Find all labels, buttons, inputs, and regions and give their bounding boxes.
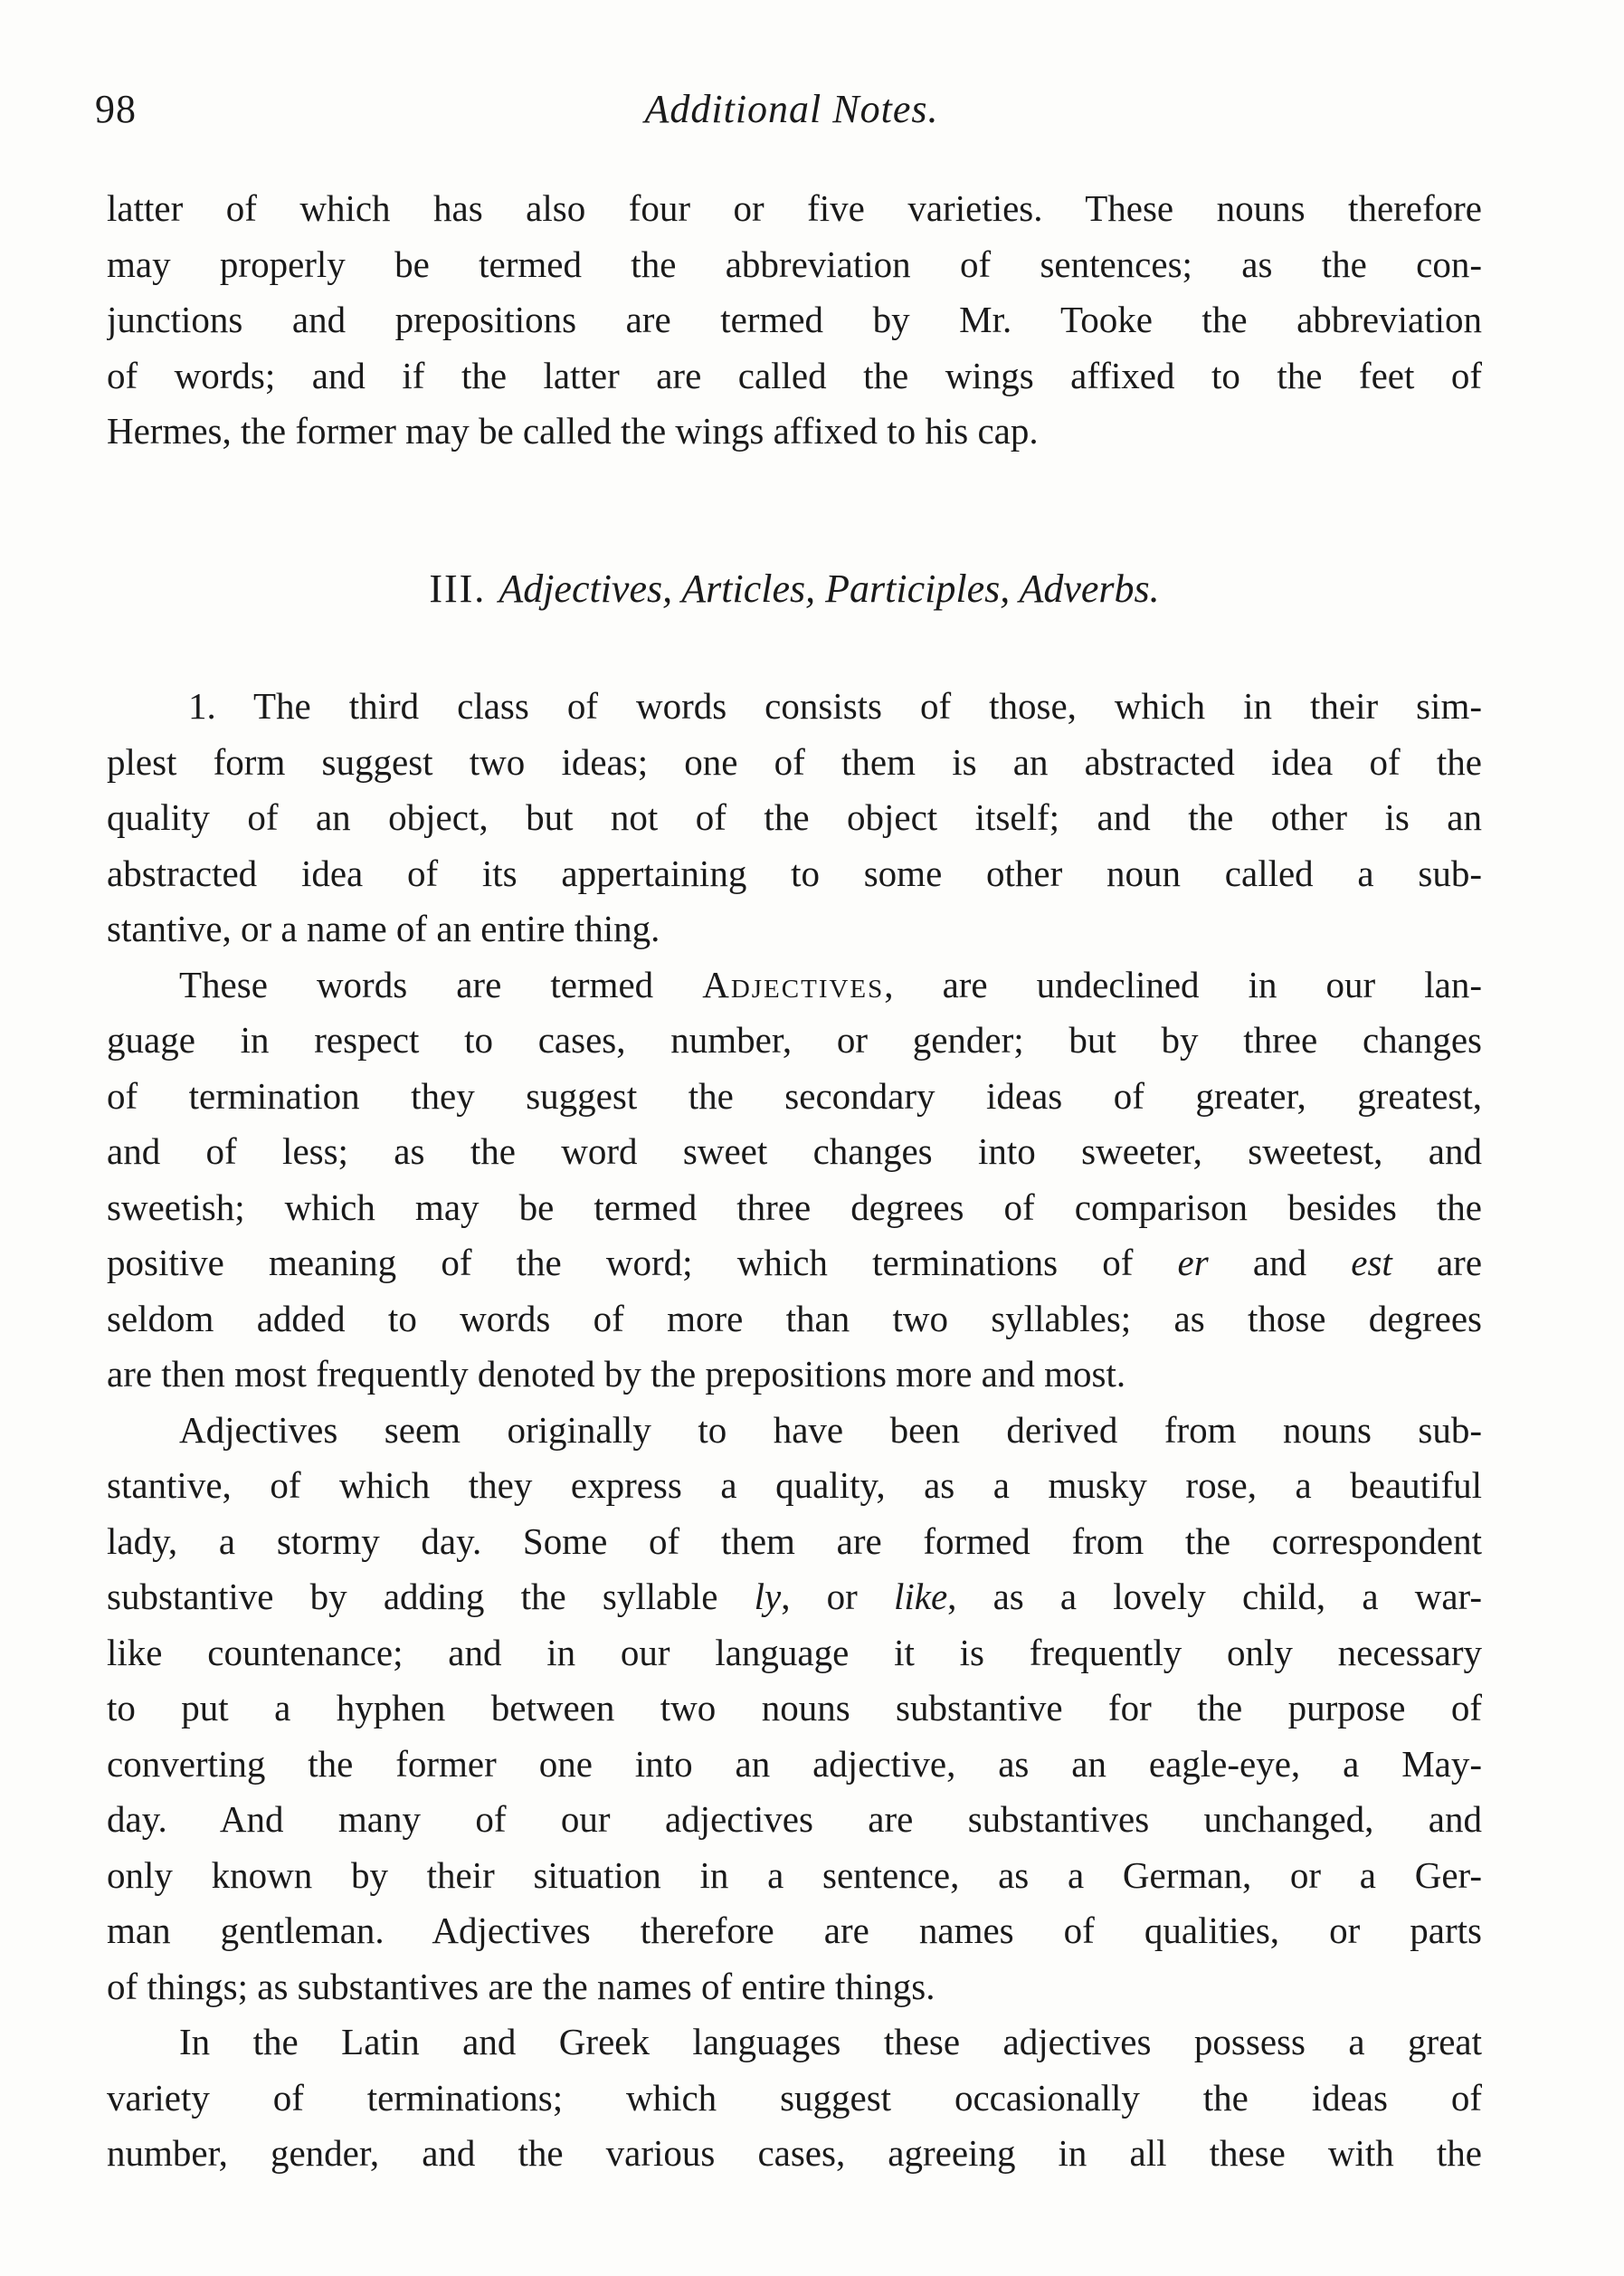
text-line: plest form suggest two ideas; one of them is an abstracted idea of the (107, 740, 1482, 783)
running-head (95, 86, 1488, 149)
text-line: sweetish; which may be termed three degrees of comparison besides the (107, 1186, 1482, 1228)
text-line: quality of an object, but not of the object itself; and the other is an (107, 796, 1482, 838)
page-number: 98 (95, 87, 137, 131)
text-line: Hermes, the former may be called the wings affixed to his cap. (107, 410, 1039, 452)
text-run: , are undeclined in our lan- (884, 963, 1482, 1005)
text-line: only known by their situation in a sentence, as a German, or a Ger- (107, 1853, 1482, 1896)
body-text (107, 679, 1482, 2182)
text-line: stantive, or a name of an entire thing. (107, 908, 660, 949)
text-line (107, 1235, 1482, 1291)
text-line: of words; and if the latter are called the wings affixed to the feet of (107, 354, 1482, 396)
text-line: man gentleman. Adjectives therefore are names of qualities, or parts (107, 1909, 1482, 1951)
text-line: day. And many of our adjectives are substantives unchanged, and (107, 1798, 1482, 1840)
text-line: latter of which has also four or five varieties. These nouns therefore (107, 187, 1482, 229)
term-adjectives: Adjectives (702, 963, 885, 1005)
text-line: variety of terminations; which suggest occasionally the ideas of (107, 2076, 1482, 2119)
text-line: junctions and prepositions are termed by Mr. Tooke the abbreviation (107, 299, 1482, 340)
text-line: lady, a stormy day. Some of them are formed from the correspondent (107, 1519, 1482, 1562)
text-line: 1. The third class of words consists of those, which in their sim- (188, 685, 1482, 727)
text-run: These words are termed (179, 963, 654, 1005)
text-line: and of less; as the word sweet changes into sweeter, sweetest, and (107, 1130, 1482, 1172)
section-heading (107, 566, 1482, 612)
suffix-er: er (1177, 1242, 1209, 1283)
text-run: are (1436, 1242, 1482, 1283)
text-line: guage in respect to cases, number, or gender; but by three changes (107, 1019, 1482, 1061)
text-run: substantive by adding the syllable (107, 1576, 718, 1617)
text-line: of things; as substantives are the names of entire things. (107, 1965, 935, 2007)
suffix-ly: ly (754, 1576, 782, 1617)
text-line: converting the former one into an adjective, as an eagle-eye, a May- (107, 1742, 1482, 1785)
text-line: of termination they suggest the secondary ideas of greater, greatest, (107, 1074, 1482, 1117)
text-line: stantive, of which they express a quality, as a musky rose, a beautiful (107, 1464, 1482, 1506)
text-line: seldom added to words of more than two syllables; as those degrees (107, 1297, 1482, 1339)
text-run: and (1252, 1242, 1307, 1283)
section-title: Adjectives, Articles, Participles, Adverbs. (499, 567, 1160, 611)
text-line: may properly be termed the abbreviation of sentences; as the con- (107, 243, 1482, 285)
text-line: are then most frequently denoted by the prepositions more and most. (107, 1353, 1126, 1395)
text-run: , or (781, 1576, 858, 1617)
text-line: to put a hyphen between two nouns substantive for the purpose of (107, 1687, 1482, 1728)
suffix-est: est (1351, 1242, 1392, 1283)
section-numeral: III. (429, 567, 487, 611)
text-line: number, gender, and the various cases, agreeing in all these with the (107, 2132, 1482, 2174)
running-title: Additional Notes. (644, 87, 939, 131)
text-line: Adjectives seem originally to have been derived from nouns sub- (179, 1408, 1482, 1451)
text-line (107, 1569, 1482, 1625)
text-run: positive meaning of the word; which terminations of (107, 1242, 1134, 1283)
intro-paragraph (107, 181, 1482, 460)
text-line: In the Latin and Greek languages these adjectives possess a great (179, 2021, 1482, 2062)
suffix-like: like (893, 1576, 948, 1617)
text-line: abstracted idea of its appertaining to some other noun called a sub- (107, 852, 1482, 894)
text-run: , as a lovely child, a war- (947, 1576, 1482, 1617)
text-line (107, 957, 1482, 1014)
text-line: like countenance; and in our language it is frequently only necessary (107, 1631, 1482, 1673)
